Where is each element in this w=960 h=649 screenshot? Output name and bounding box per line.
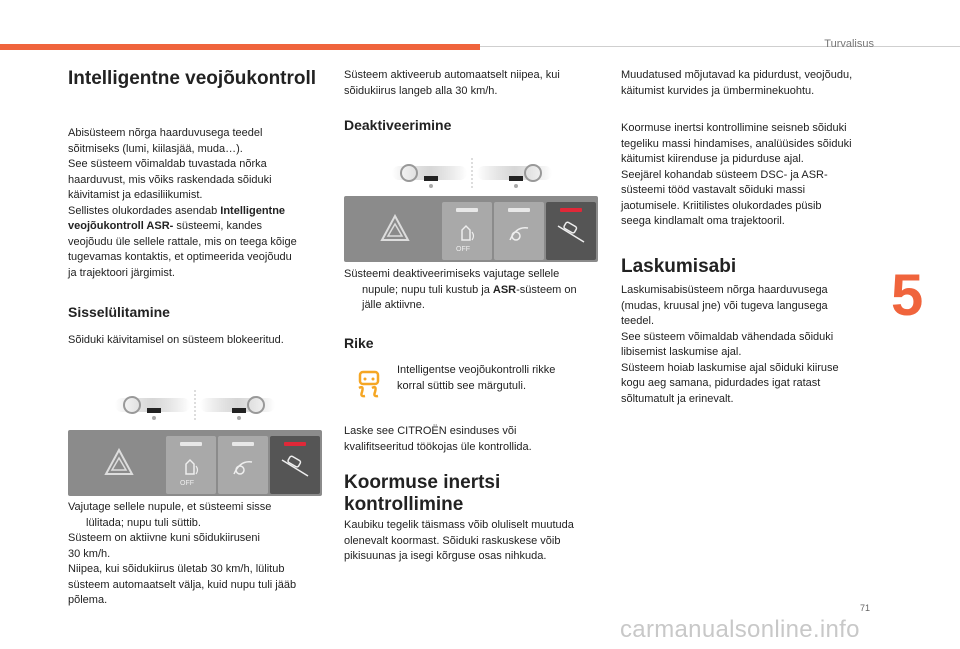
text-line: pikisuunas ja isegi kõrguse osas nihkuda. <box>344 550 547 562</box>
text-line: käivitamist ja edasiliikumist. <box>68 189 203 201</box>
indicator-led <box>456 208 478 212</box>
bold-term: veojõukontroll ASR- <box>68 220 174 232</box>
text-line: Muudatused mõjutavad ka pidurdust, veojõudu, <box>621 69 853 81</box>
traction-icon <box>506 220 532 246</box>
hill-descent-button[interactable] <box>270 436 320 494</box>
grip-control-button[interactable] <box>218 436 268 494</box>
text-line: põlema. <box>68 594 108 606</box>
indicator-led <box>232 442 254 446</box>
text-line: jälle aktiivne. <box>362 299 425 311</box>
text-run: -süsteem on <box>516 283 577 296</box>
text-line: süsteem automaatselt välja, kuid nupu tuli jääb <box>68 578 297 591</box>
text-line: See süsteem võimaldab vähendada sõiduki <box>621 330 834 343</box>
car-skid-icon <box>180 456 202 478</box>
text-line: (mudas, kruusal jne) või tugeva langusega <box>621 299 828 312</box>
traction-icon <box>230 454 256 480</box>
bold-term: ASR <box>492 283 517 296</box>
body-text: Sõiduki käivitamisel on süsteem blokeeritud. <box>68 334 284 346</box>
header-rule <box>480 46 960 47</box>
text-line <box>68 204 330 220</box>
text-line: Abisüsteem nõrga haarduvusega teedel <box>68 127 263 139</box>
text-line: jaotumisele. Kriitilistes olukordades püsib <box>621 199 822 212</box>
text-line: teedel. <box>621 315 655 327</box>
text-line: Laske see CITROËN esinduses või <box>344 425 517 437</box>
text-line: haarduvust, mis võiks raskendada sõiduki <box>68 173 272 186</box>
section-heading: Rike <box>344 335 374 351</box>
section-label: Turvalisus <box>824 38 874 50</box>
indicator-led <box>180 442 202 446</box>
text-line: Seejärel kohandab süsteem DSC- ja ASR- <box>621 168 828 181</box>
car-skid-icon <box>456 222 478 244</box>
text-line: käitumist kiirenduse ja pidurduse ajal. <box>621 153 804 165</box>
off-label: OFF <box>456 246 470 253</box>
page-title: Intelligentne veojõukontroll <box>68 68 317 89</box>
hazard-warning-icon <box>104 448 134 476</box>
fault-advice <box>344 424 606 455</box>
text-line: Süsteem hoiab laskumise ajal sõiduki kiiruse <box>621 361 839 374</box>
steering-wheel-icon <box>115 390 275 424</box>
intro-text <box>68 126 330 281</box>
hill-descent-icon <box>556 220 586 246</box>
section-title: Laskumisabi <box>621 256 737 277</box>
steering-wheel-icon <box>392 158 552 192</box>
text-line: tegeliku massi hindamises, analüüsides sõiduki <box>621 137 852 150</box>
traction-warning-light-icon <box>354 368 384 400</box>
accent-bar <box>0 44 480 50</box>
text-line: käitumist kurvides ja ümberminekuohtu. <box>621 84 815 97</box>
indicator-led <box>508 208 530 212</box>
section-title <box>344 472 606 516</box>
text-line: seega kindlamalt oma trajektooril. <box>621 215 785 227</box>
text-line: 30 km/h. <box>68 547 111 560</box>
button-panel <box>68 430 322 496</box>
text-line: tugevamas kontaktis, et optimeerida veojõudu <box>68 251 292 263</box>
text-run: Sellistes olukordades asendab <box>68 204 221 217</box>
bullet-line <box>344 267 606 283</box>
text-line: olenevalt koormast. Sõiduki raskuskese võib <box>344 534 561 547</box>
text-run: Vajutage sellele nupule, et süsteemi sisse <box>68 501 272 513</box>
text-line: Laskumisabisüsteem nõrga haarduvusega <box>621 284 828 296</box>
text-run: nupule; nupu tuli kustub ja <box>362 283 493 296</box>
esp-off-button[interactable] <box>442 202 492 260</box>
text-line: lülitada; nupu tuli süttib. <box>86 516 201 529</box>
load-control-text <box>621 121 883 230</box>
load-text <box>344 518 606 565</box>
indicator-led <box>560 208 582 212</box>
text-line: See süsteem võimaldab tuvastada nõrka <box>68 158 267 170</box>
hill-descent-text <box>621 283 883 407</box>
text-line <box>344 283 606 299</box>
bullet-line <box>68 500 330 516</box>
text-line: sõltumatult ja erinevalt. <box>621 392 734 405</box>
text-line: Süsteem aktiveerub automaatselt niipea, kui <box>344 69 560 81</box>
text-line: Koormuse inertsi kontrollimine seisneb sõiduki <box>621 122 847 134</box>
text-line: veojõudu üle sellele rattale, mis on teega kõige <box>68 235 297 248</box>
text-line: süsteemi tööd vastavalt sõiduki massi <box>621 184 806 196</box>
text-line: Süsteem on aktiivne kuni sõidukiiruseni <box>68 532 260 544</box>
grip-control-button[interactable] <box>494 202 544 260</box>
fault-text <box>397 363 597 394</box>
text-line: kvalifitseeritud töökojas üle kontrollida. <box>344 440 532 453</box>
off-label: OFF <box>180 480 194 487</box>
page-number: 71 <box>859 603 870 613</box>
deactivation-text <box>344 267 606 314</box>
load-effects-text <box>621 68 883 99</box>
title-line: kontrollimine <box>344 494 464 515</box>
section-heading: Deaktiveerimine <box>344 117 452 133</box>
section-heading: Sisselülitamine <box>68 304 170 320</box>
text-run: süsteemi, kandes <box>173 220 262 232</box>
text-line: ja trajektoori järgimist. <box>68 266 175 279</box>
text-line: Kaubiku tegelik täismass võib oluliselt muutuda <box>344 519 574 531</box>
bold-term: Intelligentne <box>220 204 286 217</box>
text-line: sõidukiirus langeb alla 30 km/h. <box>344 84 498 97</box>
hill-descent-button[interactable] <box>546 202 596 260</box>
indicator-led <box>284 442 306 446</box>
text-line: Intelligentse veojõukontrolli rikke <box>397 364 556 376</box>
steering-wheel-illustration <box>392 158 552 192</box>
button-panel <box>344 196 598 262</box>
text-line: Niipea, kui sõidukiirus ületab 30 km/h, lülitub <box>68 563 285 575</box>
text-line: kogu aeg samana, pidurdades igat ratast <box>621 377 821 389</box>
steering-wheel-illustration <box>115 390 275 424</box>
title-line: Koormuse inertsi <box>344 472 501 493</box>
hill-descent-icon <box>280 454 310 480</box>
text-line: sõitmiseks (lumi, kiilasjää, muda…). <box>68 142 243 155</box>
text-line: libisemist laskumise ajal. <box>621 346 742 358</box>
activation-text <box>68 500 330 609</box>
text-run: Süsteemi deaktiveerimiseks vajutage sellele <box>344 268 560 280</box>
esp-off-button[interactable] <box>166 436 216 494</box>
chapter-number: 5 <box>891 263 924 328</box>
text-line <box>68 219 330 235</box>
activation-note <box>344 68 606 99</box>
watermark: carmanualsonline.info <box>620 616 860 643</box>
text-line: korral süttib see märgutuli. <box>397 379 526 392</box>
hazard-warning-icon <box>380 214 410 242</box>
